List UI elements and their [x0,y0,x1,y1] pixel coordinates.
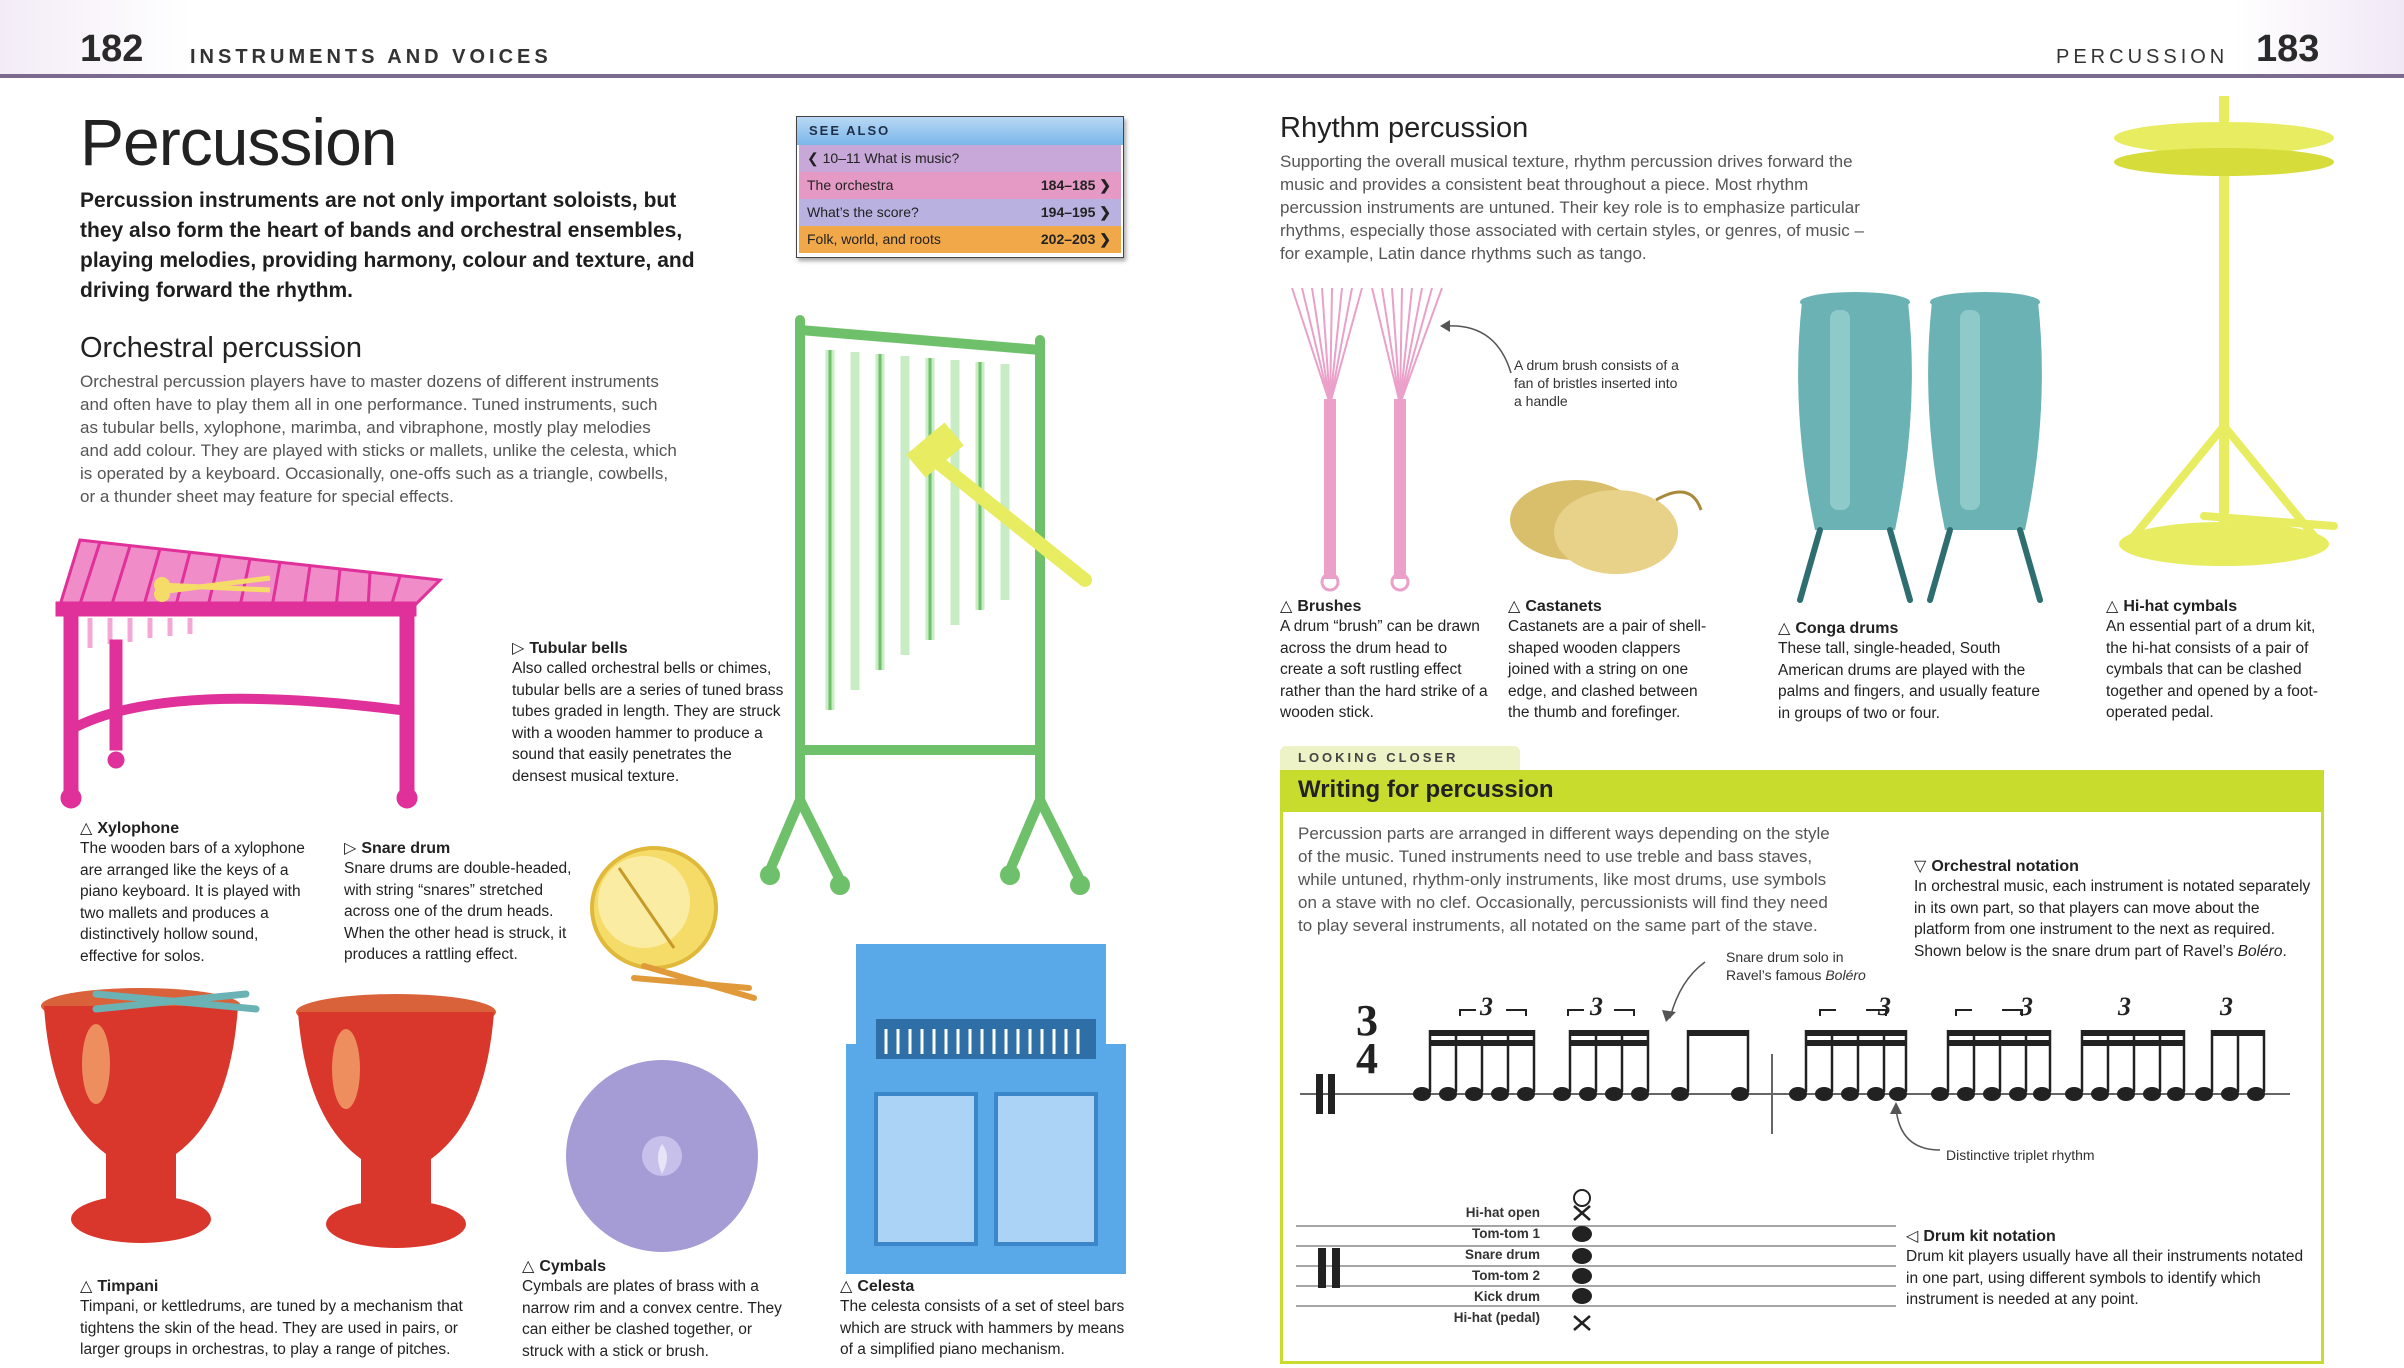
orchestral-notation-caption [1914,856,2314,962]
timpani-caption-title: Timpani [97,1278,159,1295]
time-signature [1356,996,1378,1083]
celesta-illustration [836,934,1136,1284]
page-title: Percussion [80,105,397,179]
snare-caption-title: Snare drum [361,840,451,857]
caption-marker: △ [1778,620,1791,637]
triplet-annotation: Distinctive triplet rhythm [1946,1147,2095,1163]
drum-kit-label: Hi-hat (pedal) [1453,1310,1540,1325]
triplet-mark: 3 [2118,992,2131,1021]
conga-caption-title: Conga drums [1795,620,1899,637]
tubular-bells-caption-body: Also called orchestral bells or chimes, tubular bells are a series of tuned brass tubes graded in length. They are struck with a wooden hammer to produce a sound that easily penetrates the densest musical texture. [512,660,784,785]
snare-caption [344,838,584,966]
see-also-box [796,116,1124,258]
cymbals-caption-body: Cymbals are plates of brass with a narrow rim and a convex centre. They can either be clashed together, or struck with a stick or brush. [522,1278,782,1360]
see-also-label: ❮ 10–11 What is music? [807,150,960,166]
see-also-pages: 194–195 ❯ [1040,204,1111,220]
lead-paragraph: Percussion instruments are not only important soloists, but they also form the heart of bands and orchestral ensembles, playing melodies, providing harmony, colour and texture, and driving forward the rhythm. [80,189,695,302]
drum-kit-labels [1430,1202,1540,1328]
see-also-link[interactable] [799,145,1121,172]
hihat-caption-title: Hi-hat cymbals [2123,598,2238,615]
caption-marker: ◁ [1906,1228,1919,1245]
snare-solo-note: Snare drum solo in [1726,949,1844,965]
header-rule [0,74,2404,78]
caption-marker: ▽ [1914,858,1927,875]
left-page-number: 182 [80,28,144,70]
caption-marker: ▷ [344,840,357,857]
snare-drum-illustration [584,838,764,1008]
caption-marker: △ [80,1278,93,1295]
triplet-mark: 3 [1878,992,1891,1021]
tubular-bells-illustration [760,310,1100,900]
looking-closer-title: Writing for percussion [1298,776,1554,803]
rhythm-heading: Rhythm percussion [1280,112,1529,144]
see-also-pages: 202–203 ❯ [1040,231,1111,247]
drum-kit-label: Kick drum [1473,1289,1540,1304]
notation-body-italic: Boléro [2237,942,2283,960]
rhythm-body: Supporting the overall musical texture, rhythm percussion drives forward the music and provides a consistent beat throughout a piece. Most rhythm percussion instruments are untuned. Their key role is to emphasize particular rhythms, especially those associated with certain styles, or genres, of music – for example, Latin dance rhythms such as tango. [1280,152,1864,263]
looking-closer-body: Percussion parts are arranged in different ways depending on the style of the music. Tuned instruments need to use treble and bass staves, while untuned, rhythm-only instruments, like most drums, use symbols on a stave with no clef. Occasionally, percussionists will find they need to play several instruments, all notated on the same part of the stave. [1298,824,1830,935]
drum-kit-label: Tom-tom 1 [1472,1226,1540,1241]
caption-marker: △ [80,820,93,837]
caption-marker: ▷ [512,640,525,657]
conga-drums-illustration [1790,290,2060,620]
triplet-mark: 3 [2220,992,2233,1021]
snare-solo-annotation [1726,948,1926,984]
hihat-caption [2106,596,2336,724]
drum-kit-title: Drum kit notation [1923,1228,2056,1245]
conga-caption [1778,618,2042,724]
celesta-caption-body: The celesta consists of a set of steel bars which are struck with hammers by means of a simplified piano mechanism. [840,1298,1125,1358]
triplet-mark: 3 [2020,992,2033,1021]
caption-marker: △ [522,1258,535,1275]
castanets-caption [1508,596,1720,724]
see-also-label: What’s the score? [807,204,919,220]
castanets-caption-title: Castanets [1525,598,1602,615]
hihat-illustration [2104,96,2344,576]
notation-body-text: In orchestral music, each instrument is notated separately in its own part, so that players can move about the platform from one instrument to the next as required. Shown below is the snare drum part of Ravel’s [1914,878,2311,960]
xylophone-caption-body: The wooden bars of a xylophone are arranged like the keys of a piano keyboard. It is played with two mallets and produces a distinctively hollow sound, effective for solos. [80,840,305,965]
cymbal-illustration [562,1056,762,1256]
left-running-title: INSTRUMENTS AND VOICES [190,46,552,68]
brushes-caption-body: A drum “brush” can be drawn across the drum head to create a soft rustling effect rather than the hard strike of a wooden stick. [1280,618,1488,721]
celesta-caption-title: Celesta [857,1278,915,1295]
tubular-bells-caption-title: Tubular bells [529,640,628,657]
see-also-label: The orchestra [807,177,894,193]
drum-kit-label: Tom-tom 2 [1472,1268,1540,1283]
see-also-label: Folk, world, and roots [807,231,941,247]
drum-kit-label: Hi-hat open [1465,1205,1540,1220]
annotation-arrow [1436,318,1516,378]
snare-solo-note2: Ravel’s famous [1726,967,1826,983]
cymbals-caption [522,1256,792,1362]
caption-marker: △ [1280,598,1293,615]
orchestral-body: Orchestral percussion players have to master dozens of different instruments and often have to play them all in one performance. Tuned instruments, such as tubular bells, xylophone, marimba, and vibraphone, mostly play melodies and add colour. They are played with sticks or mallets, unlike the celesta, which is operated by a keyboard. Occasionally, one-offs such as a triangle, cowbells, or a thunder sheet may feature for special effects. [80,372,677,506]
tubular-bells-caption [512,638,790,787]
cymbals-caption-title: Cymbals [539,1258,607,1275]
see-also-link[interactable] [799,199,1121,226]
conga-caption-body: These tall, single-headed, South American drums are played with the palms and fingers, and usually feature in groups of two or four. [1778,640,2040,722]
drum-kit-label: Snare drum [1464,1247,1540,1262]
caption-marker: △ [2106,598,2119,615]
brushes-illustration [1290,284,1450,594]
brushes-caption-title: Brushes [1297,598,1362,615]
snare-stave [1300,990,2300,1170]
timpani-caption-body: Timpani, or kettledrums, are tuned by a mechanism that tightens the skin of the head. They are used in pairs, or larger groups in orchestras, to play a range of pitches. [80,1298,463,1358]
caption-marker: △ [840,1278,853,1295]
right-running-title: PERCUSSION [2056,46,2229,68]
hihat-caption-body: An essential part of a drum kit, the hi-hat consists of a pair of cymbals that can be clashed together and opened by a foot-operated pedal. [2106,618,2318,721]
snare-caption-body: Snare drums are double-headed, with string “snares” stretched across one of the drum heads. When the other head is struck, it produces a rattling effect. [344,860,572,963]
xylophone-caption-title: Xylophone [97,820,180,837]
drum-kit-stave [1296,1184,1919,1334]
brushes-caption [1280,596,1490,724]
time-signature-top: 3 [1356,996,1378,1045]
see-also-heading: SEE ALSO [797,117,1123,145]
drum-kit-body: Drum kit players usually have all their instruments notated in one part, using different symbols to identify which instrument is needed at any point. [1906,1248,2304,1308]
orchestral-notation-body [1914,876,2314,962]
see-also-link[interactable] [799,226,1121,253]
see-also-link[interactable] [799,172,1121,199]
timpani-illustration [36,984,516,1254]
right-page-number: 183 [2256,28,2320,70]
xylophone-illustration [40,530,470,820]
xylophone-caption [80,818,320,967]
orchestral-heading: Orchestral percussion [80,332,363,364]
timpani-caption [80,1276,480,1361]
looking-closer-header [1280,770,2324,812]
notation-body-end: . [2282,942,2287,960]
time-signature-bottom: 4 [1356,1034,1378,1083]
orchestral-notation-title: Orchestral notation [1931,858,2079,875]
celesta-caption [840,1276,1140,1361]
looking-closer-tab: LOOKING CLOSER [1280,746,1520,770]
brush-annotation: A drum brush consists of a fan of bristles inserted into a handle [1514,357,1679,409]
drum-kit-caption [1906,1226,2306,1311]
triplet-mark: 3 [1480,992,1493,1021]
castanets-illustration [1506,470,1706,580]
castanets-caption-body: Castanets are a pair of shell-shaped wooden clappers joined with a string on one edge, and clashed between the thumb and forefinger. [1508,618,1707,721]
see-also-pages: 184–185 ❯ [1040,177,1111,193]
caption-marker: △ [1508,598,1521,615]
snare-solo-italic: Boléro [1825,967,1866,983]
triplet-mark: 3 [1590,992,1603,1021]
